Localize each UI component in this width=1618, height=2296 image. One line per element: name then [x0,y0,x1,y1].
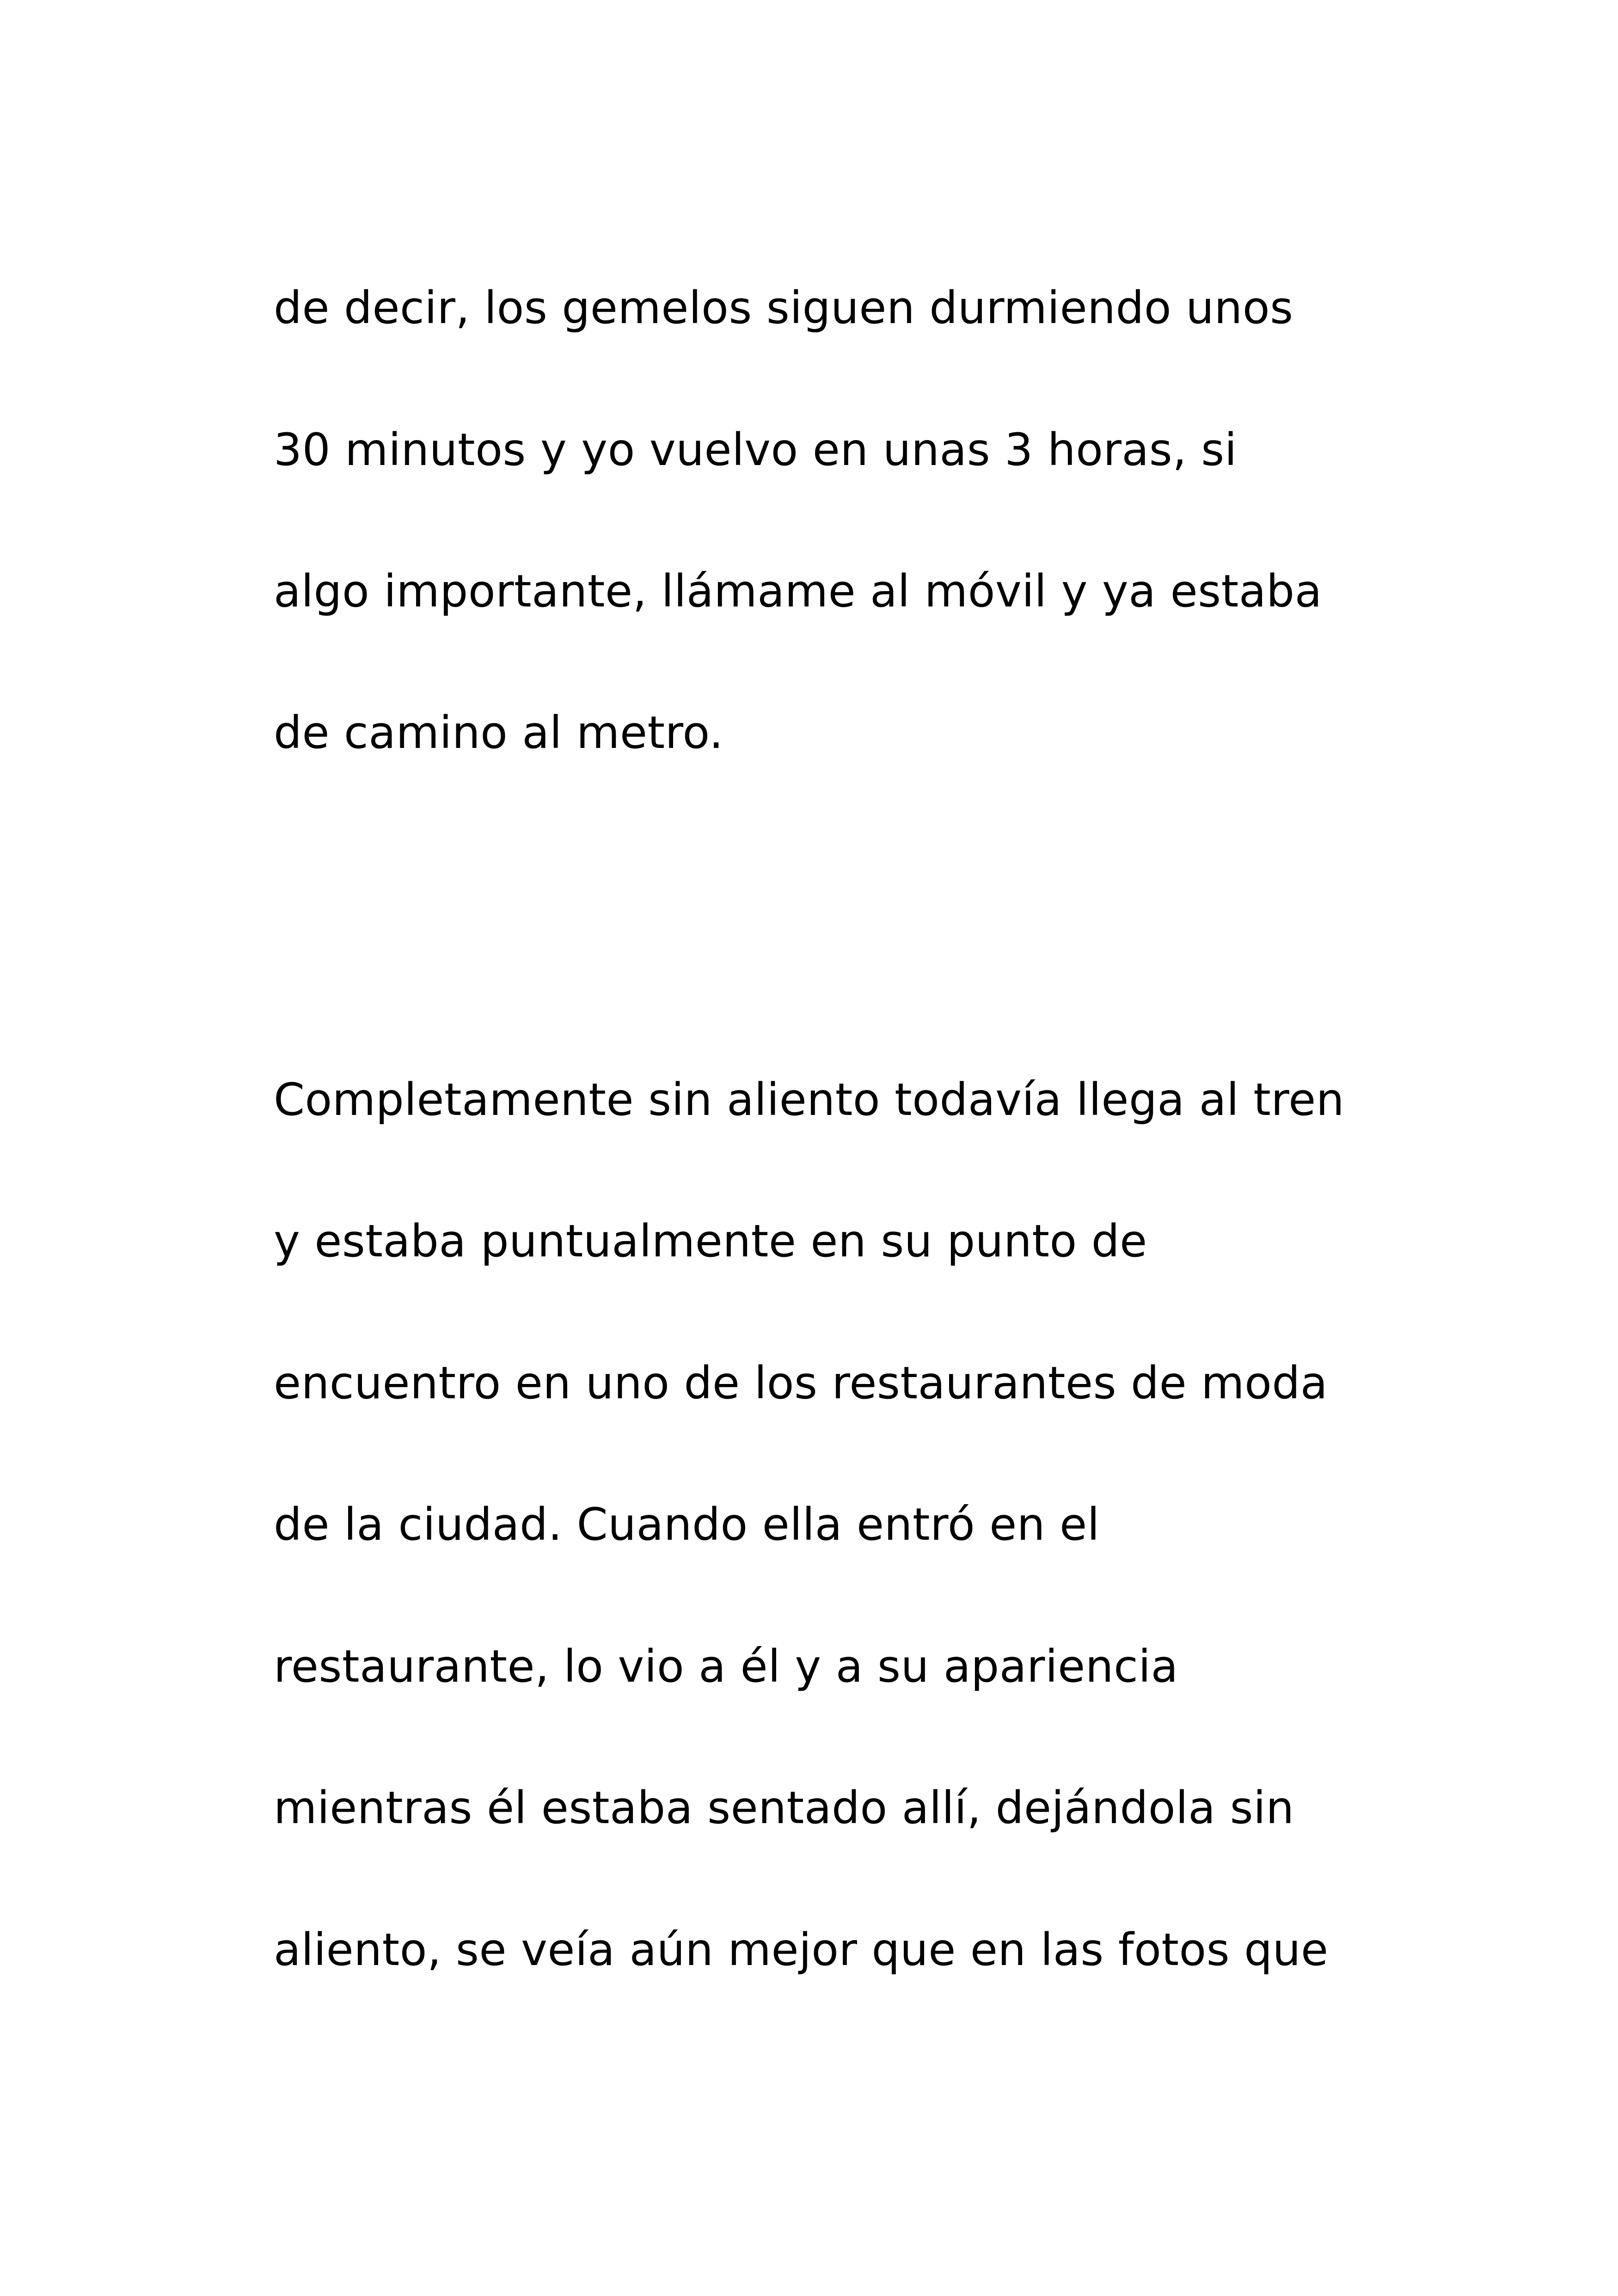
text-line: 30 minutos y yo vuelvo en unas 3 horas, si [274,424,1237,476]
text-line: de decir, los gemelos siguen durmiendo unos [274,282,1293,334]
text-line: algo importante, llámame al móvil y ya estaba [274,565,1322,617]
text-line: Completamente sin aliento todavía llega al tren [274,1074,1345,1126]
text-line: de camino al metro. [274,707,724,759]
text-line: y estaba puntualmente en su punto de [274,1215,1147,1267]
text-line: de la ciudad. Cuando ella entró en el [274,1499,1100,1550]
text-line: aliento, se veía aún mejor que en las fotos que [274,1924,1329,1976]
text-line: mientras él estaba sentado allí, dejándola sin [274,1782,1294,1834]
text-line: restaurante, lo vio a él y a su apariencia [274,1641,1178,1692]
text-line: encuentro en uno de los restaurantes de moda [274,1357,1328,1409]
